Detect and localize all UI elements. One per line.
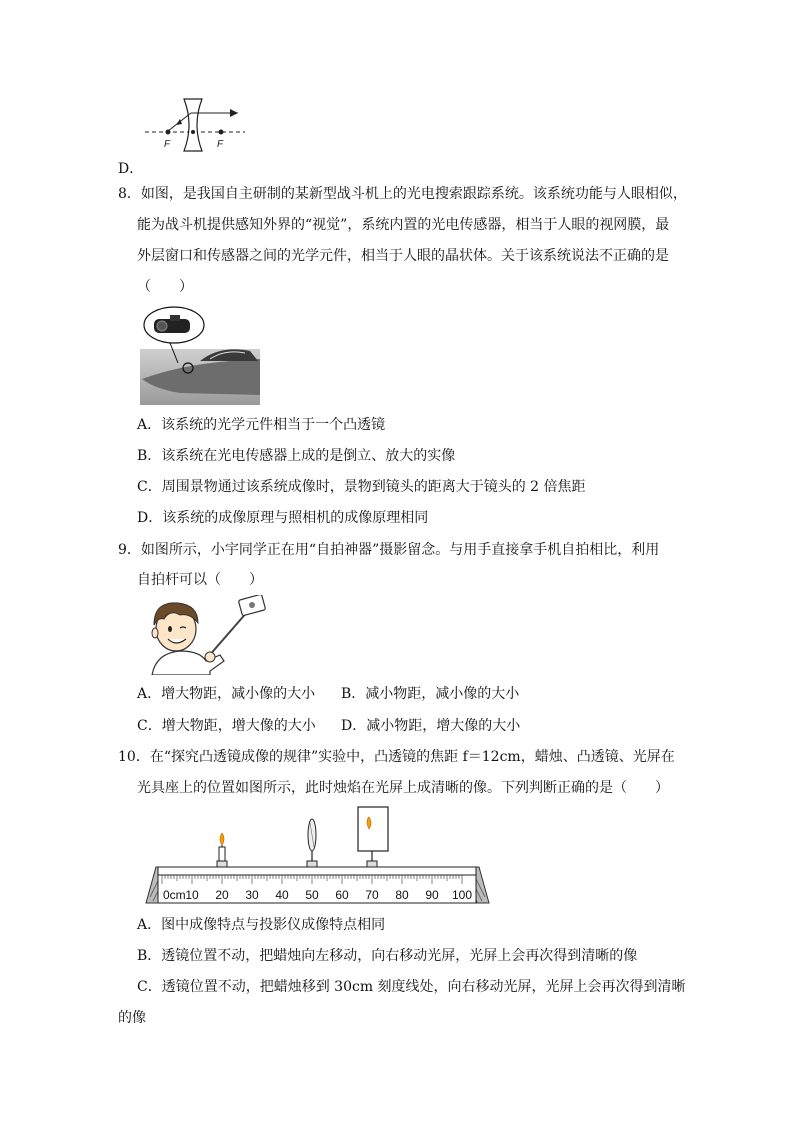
optical-bench-diagram xyxy=(140,805,495,907)
ruler-label: 20 xyxy=(215,888,229,902)
q9-option-c: C．增大物距，增大像的大小 xyxy=(137,718,316,734)
q8-option-c: C．周围景物通过该系统成像时，景物到镜头的距离大于镜头的 2 倍焦距 xyxy=(137,479,586,495)
ruler-label: 30 xyxy=(245,888,259,902)
q8-stem-line4: （ ） xyxy=(137,279,193,295)
ruler-label: 80 xyxy=(395,888,409,902)
q10-option-c-line2: 的像 xyxy=(118,1010,146,1026)
selfie-stick-illustration xyxy=(140,595,275,675)
q8-option-a: A．该系统的光学元件相当于一个凸透镜 xyxy=(137,417,386,433)
convex-lens xyxy=(307,819,317,867)
q9-option-b: B．减小物距，减小像的大小 xyxy=(341,686,520,702)
q9-stem-line2: 自拍杆可以（ ） xyxy=(137,572,263,588)
focus-label-right: F xyxy=(217,139,224,150)
focus-label-left: F xyxy=(164,139,171,150)
candle xyxy=(217,833,227,867)
bench-rail xyxy=(158,867,476,875)
q10-option-b: B．透镜位置不动，把蜡烛向左移动，向右移动光屏，光屏上会再次得到清晰的像 xyxy=(137,948,638,964)
q9-stem-line1: 9．如图所示，小宇同学正在用“自拍神器”摄影留念。与用手直接拿手机自拍相比，利用 xyxy=(118,542,660,558)
ruler-label: 40 xyxy=(275,888,289,902)
q8-stem-line2: 能为战斗机提供感知外界的“视觉”，系统内置的光电传感器，相当于人眼的视网膜，最 xyxy=(137,217,670,233)
q10-stem-line2: 光具座上的位置如图所示，此时烛焰在光屏上成清晰的像。下列判断正确的是（ ） xyxy=(137,780,669,796)
q8-option-b: B．该系统在光电传感器上成的是倒立、放大的实像 xyxy=(137,448,456,464)
q8-stem-line3: 外层窗口和传感器之间的光学元件，相当于人眼的晶状体。关于该系统说法不正确的是 xyxy=(137,248,669,264)
ruler-label: 10 xyxy=(185,888,199,902)
q9-option-a: A．增大物距，减小像的大小 xyxy=(137,686,316,702)
q10-option-a: A．图中成像特点与投影仪成像特点相同 xyxy=(137,917,386,933)
q8-stem-line1: 8．如图，是我国自主研制的某新型战斗机上的光电搜索跟踪系统。该系统功能与人眼相似， xyxy=(118,186,687,202)
ruler-label: 90 xyxy=(425,888,439,902)
q10-stem-line1: 10．在“探究凸透镜成像的规律”实验中，凸透镜的焦距 f＝12cm，蜡烛、凸透镜、光屏在 xyxy=(118,749,675,765)
ruler-label: 50 xyxy=(305,888,319,902)
q10-option-c-line1: C．透镜位置不动，把蜡烛移到 30cm 刻度线处，向右移动光屏，光屏上会再次得到清晰 xyxy=(137,979,686,995)
q9-option-d: D．减小物距，增大像的大小 xyxy=(341,718,521,734)
light-screen xyxy=(358,807,388,867)
q8-option-d: D．该系统的成像原理与照相机的成像原理相同 xyxy=(137,510,429,526)
ruler-label: 100 xyxy=(451,888,473,902)
fighter-jet-image xyxy=(140,305,260,405)
ruler-label: 70 xyxy=(365,888,379,902)
concave-lens-diagram xyxy=(140,95,250,155)
ruler-label: 60 xyxy=(335,888,349,902)
ruler-label: 0cm xyxy=(163,888,186,902)
q7-option-d-label: D． xyxy=(118,161,144,177)
